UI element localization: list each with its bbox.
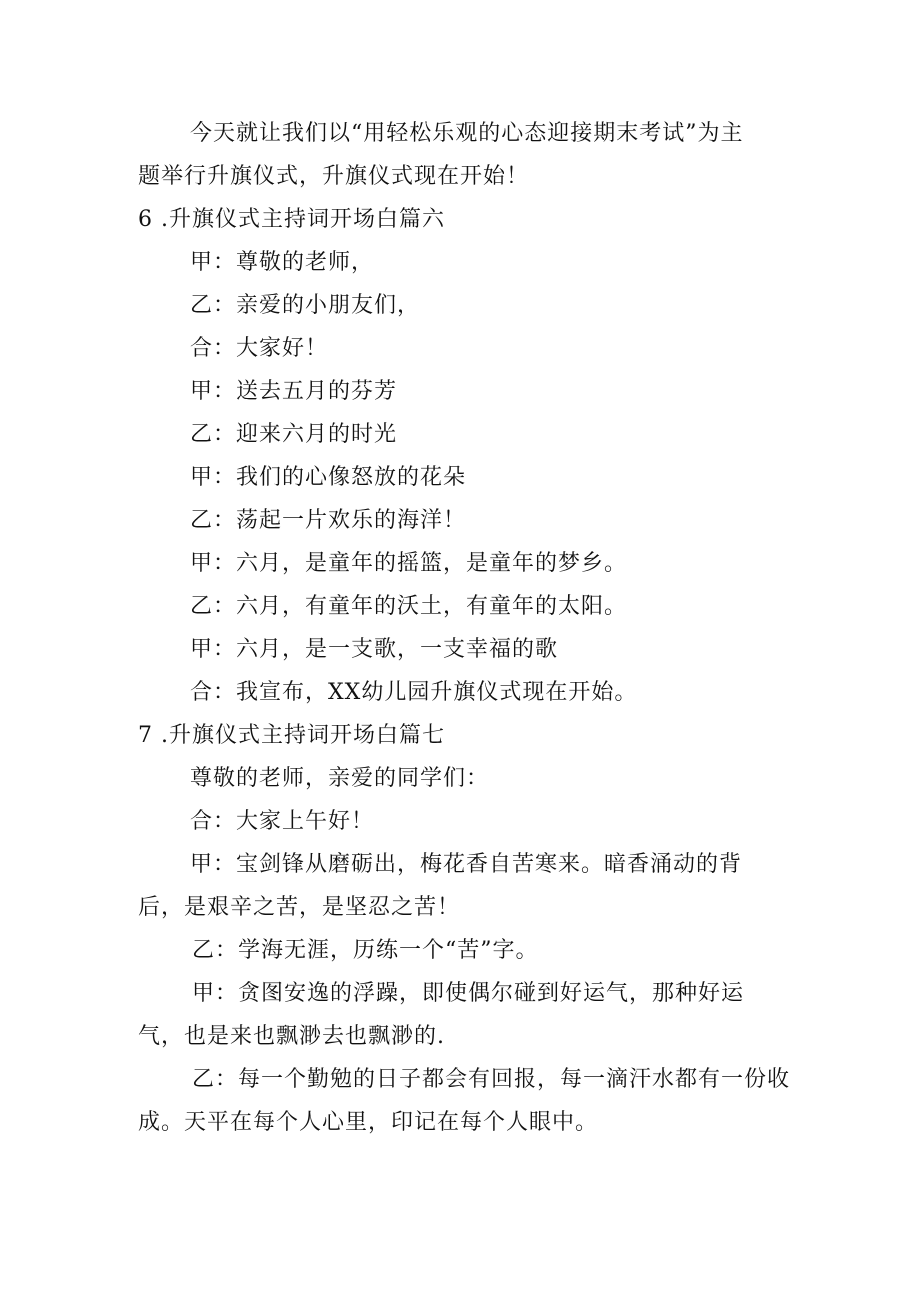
dialogue-line: 乙：荡起一片欢乐的海洋！ bbox=[190, 508, 467, 533]
dialogue-line: 合：大家上午好！ bbox=[190, 809, 375, 834]
dialogue-line-continued: 成。天平在每个人心里，印记在每个人眼中。 bbox=[138, 1110, 599, 1135]
dialogue-line: 甲：送去五月的芬芳 bbox=[190, 379, 398, 404]
dialogue-line: 甲：尊敬的老师， bbox=[190, 250, 375, 275]
dialogue-line: 乙：学海无涯，历练一个“苦”字。 bbox=[192, 938, 539, 963]
dialogue-line: 乙：六月，有童年的沃土，有童年的太阳。 bbox=[190, 594, 628, 619]
dialogue-line: 甲：宝剑锋从磨砺出，梅花香自苦寒来。暗香涌动的背 bbox=[190, 852, 743, 877]
dialogue-line: 合：我宣布，XX幼儿园升旗仪式现在开始。 bbox=[190, 680, 638, 705]
section-heading: 7 .升旗仪式主持词开场白篇七 bbox=[138, 723, 445, 748]
dialogue-line: 乙：迎来六月的时光 bbox=[190, 422, 398, 447]
dialogue-line: 乙：每一个勤勉的日子都会有回报，每一滴汗水都有一份收 bbox=[192, 1067, 791, 1092]
dialogue-line: 乙：亲爱的小朋友们， bbox=[190, 293, 421, 318]
paragraph-line: 题举行升旗仪式，升旗仪式现在开始！ bbox=[138, 164, 530, 189]
dialogue-line: 甲：贪图安逸的浮躁，即使偶尔碰到好运气，那种好运 bbox=[192, 981, 745, 1006]
dialogue-line: 甲：我们的心像怒放的花朵 bbox=[190, 465, 467, 490]
dialogue-line-continued: 气，也是来也飘渺去也飘渺的. bbox=[138, 1024, 445, 1049]
dialogue-line: 甲：六月，是童年的摇篮，是童年的梦乡。 bbox=[190, 551, 628, 576]
section-heading: 6 .升旗仪式主持词开场白篇六 bbox=[138, 207, 445, 232]
dialogue-line-continued: 后，是艰辛之苦，是坚忍之苦！ bbox=[138, 895, 461, 920]
dialogue-line: 甲：六月，是一支歌，一支幸福的歌 bbox=[190, 637, 559, 662]
dialogue-line: 合：大家好！ bbox=[190, 336, 329, 361]
paragraph-line: 今天就让我们以“用轻松乐观的心态迎接期末考试”为主 bbox=[190, 121, 744, 146]
dialogue-line: 尊敬的老师，亲爱的同学们： bbox=[190, 766, 490, 791]
